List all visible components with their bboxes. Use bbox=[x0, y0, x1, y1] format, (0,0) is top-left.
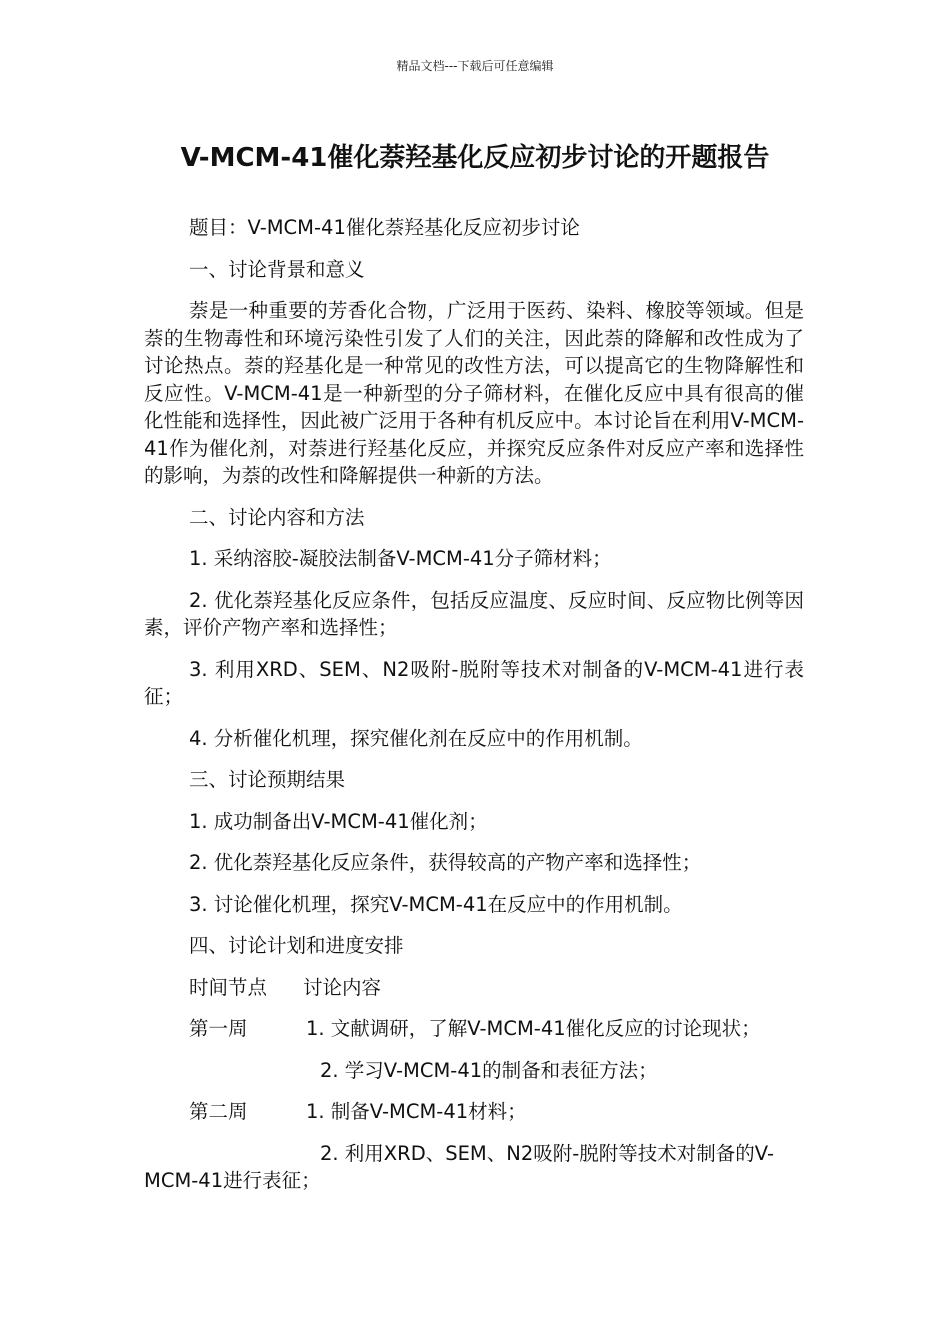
section-3-item: 3. 讨论催化机理，探究V-MCM-41在反应中的作用机制。 bbox=[189, 892, 683, 916]
schedule-col-content: 讨论内容 bbox=[303, 975, 382, 999]
header-note: 精品文档---下载后可任意编辑 bbox=[396, 59, 554, 73]
schedule-row-week1 bbox=[144, 1015, 804, 1043]
schedule-task: 1. 制备V-MCM-41材料； bbox=[306, 1100, 527, 1123]
section-2-heading: 二、讨论内容和方法 bbox=[189, 505, 365, 529]
section-2-item: 4. 分析催化机理，探究催化剂在反应中的作用机制。 bbox=[189, 726, 643, 750]
schedule-week: 第一周 bbox=[189, 1017, 248, 1040]
topic-line: 题目：V-MCM-41催化萘羟基化反应初步讨论 bbox=[189, 216, 580, 239]
section-2-item: 3. 利用XRD、SEM、N2吸附-脱附等技术对制备的V-MCM-41进行表征； bbox=[144, 657, 804, 708]
schedule-col-time: 时间节点 bbox=[189, 975, 268, 999]
schedule-row-week2 bbox=[144, 1098, 804, 1126]
section-2-item: 2. 优化萘羟基化反应条件，包括反应温度、反应时间、反应物比例等因素，评价产物产率和选择性； bbox=[144, 588, 804, 639]
section-1-paragraph: 萘是一种重要的芳香化合物，广泛用于医药、染料、橡胶等领域。但是萘的生物毒性和环境污染性引发了人们的关注，因此萘的降解和改性成为了讨论热点。萘的羟基化是一种常见的改性方法，可以提高它的生物降解性和反应性。V-MCM-41是一种新型的分子筛材料，在催化反应中具有很高的催化性能和选择性，因此被广泛用于各种有机反应中。本讨论旨在利用V-MCM-41作为催化剂，对萘进行羟基化反应，并探究反应条件对反应产率和选择性的影响，为萘的改性和降解提供一种新的方法。 bbox=[144, 299, 804, 487]
section-4-heading: 四、讨论计划和进度安排 bbox=[189, 934, 404, 957]
section-3-item: 2. 优化萘羟基化反应条件，获得较高的产物产率和选择性； bbox=[189, 851, 702, 874]
document-body bbox=[144, 214, 804, 1209]
schedule-task-continued: 2. 学习V-MCM-41的制备和表征方法； bbox=[320, 1058, 658, 1082]
schedule-header-row bbox=[144, 974, 804, 1002]
schedule-task: 1. 文献调研，了解V-MCM-41催化反应的讨论现状； bbox=[306, 1017, 761, 1040]
schedule-week: 第二周 bbox=[189, 1100, 248, 1123]
schedule-task-continued: 2. 利用XRD、SEM、N2吸附-脱附等技术对制备的V-MCM-41进行表征； bbox=[144, 1141, 775, 1192]
section-2-item: 1. 采纳溶胶-凝胶法制备V-MCM-41分子筛材料； bbox=[189, 547, 612, 570]
section-3-heading: 三、讨论预期结果 bbox=[189, 768, 346, 791]
document-title: V-MCM-41催化萘羟基化反应初步讨论的开题报告 bbox=[180, 143, 770, 173]
section-1-heading: 一、讨论背景和意义 bbox=[189, 257, 365, 281]
section-3-item: 1. 成功制备出V-MCM-41催化剂； bbox=[189, 809, 488, 833]
